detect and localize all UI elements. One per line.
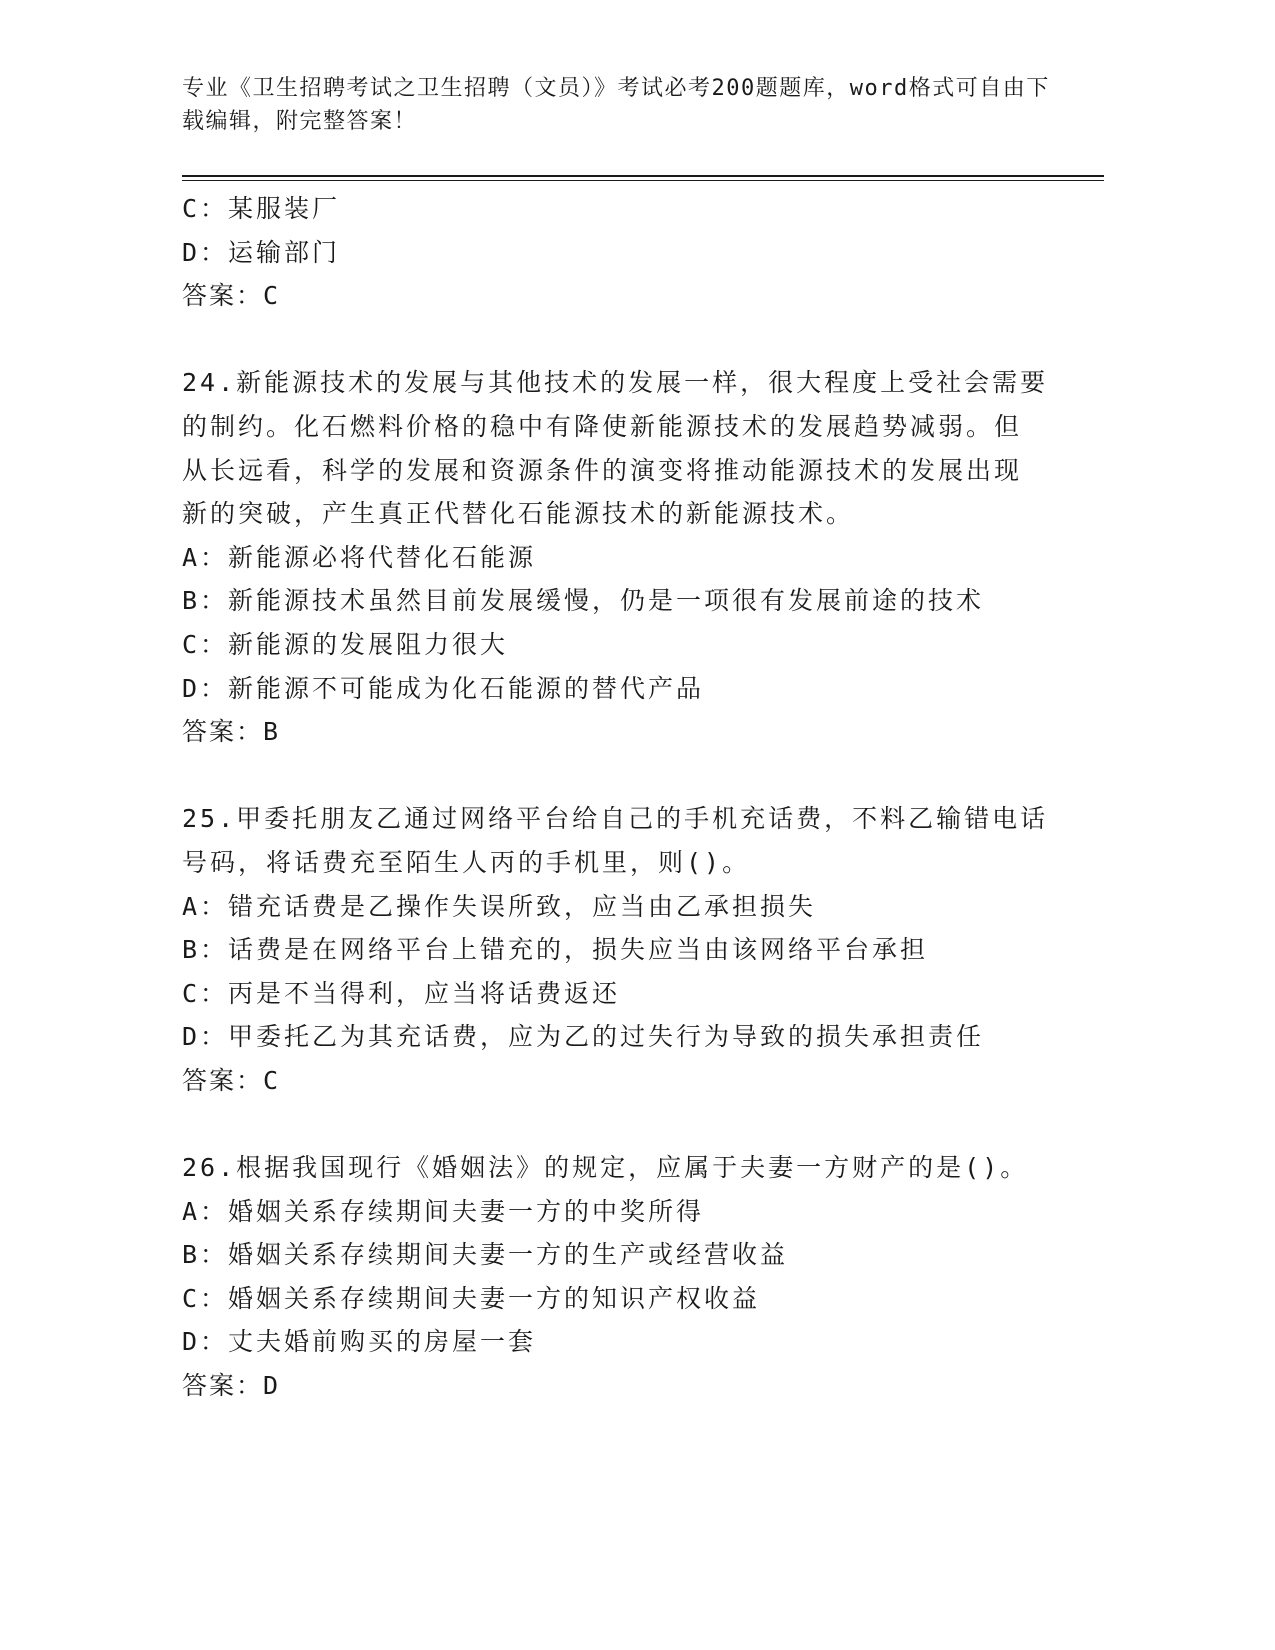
option-c: C：某服装厂 <box>182 194 341 223</box>
option-d: D：运输部门 <box>182 237 341 267</box>
option-a: A：婚姻关系存续期间夫妻一方的中奖所得 <box>182 1196 705 1226</box>
option-d: D：新能源不可能成为化石能源的替代产品 <box>182 673 705 703</box>
answer: 答案：C <box>182 1065 281 1095</box>
option-b: B：婚姻关系存续期间夫妻一方的生产或经营收益 <box>182 1240 789 1270</box>
question-25 <box>182 797 1072 1102</box>
spacer <box>182 318 1072 362</box>
option-b: B：话费是在网络平台上错充的，损失应当由该网络平台承担 <box>182 935 929 965</box>
question-stem-line: 号码，将话费充至陌生人丙的手机里，则()。 <box>182 847 751 877</box>
header-divider-thin <box>182 180 1104 181</box>
carryover-question <box>182 187 1072 318</box>
question-stem-line: 新的突破，产生真正代替化石能源技术的新能源技术。 <box>182 499 855 529</box>
option-c: C：新能源的发展阻力很大 <box>182 629 509 659</box>
answer: 答案：D <box>182 1371 281 1401</box>
option-c: C：丙是不当得利，应当将话费返还 <box>182 978 621 1008</box>
option-d: D：丈夫婚前购买的房屋一套 <box>182 1327 537 1357</box>
question-stem-line: 26.根据我国现行《婚姻法》的规定，应属于夫妻一方财产的是()。 <box>182 1153 1029 1183</box>
option-a: A：新能源必将代替化石能源 <box>182 542 537 572</box>
spacer <box>182 1102 1072 1146</box>
question-list <box>182 187 1072 1408</box>
header-divider <box>182 175 1104 177</box>
option-a: A：错充话费是乙操作失误所致，应当由乙承担损失 <box>182 891 817 921</box>
page-header: 专业《卫生招聘考试之卫生招聘（文员）》考试必考200题题库，word格式可自由下载编辑，附完整答案！ <box>182 76 1050 134</box>
question-stem-line: 25.甲委托朋友乙通过网络平台给自己的手机充话费，不料乙输错电话 <box>182 804 1049 834</box>
option-b: B：新能源技术虽然目前发展缓慢，仍是一项很有发展前途的技术 <box>182 586 985 616</box>
answer: 答案：B <box>182 717 281 747</box>
answer: 答案：C <box>182 281 281 311</box>
question-stem-line: 从长远看，科学的发展和资源条件的演变将推动能源技术的发展出现 <box>182 455 1023 485</box>
option-c: C：婚姻关系存续期间夫妻一方的知识产权收益 <box>182 1283 761 1313</box>
question-stem-line: 的制约。化石燃料价格的稳中有降使新能源技术的发展趋势减弱。但 <box>182 411 1023 441</box>
option-d: D：甲委托乙为其充话费，应为乙的过失行为导致的损失承担责任 <box>182 1022 985 1052</box>
spacer <box>182 754 1072 798</box>
question-26 <box>182 1146 1072 1408</box>
question-24 <box>182 361 1072 753</box>
question-stem-line: 24.新能源技术的发展与其他技术的发展一样，很大程度上受社会需要 <box>182 368 1049 398</box>
